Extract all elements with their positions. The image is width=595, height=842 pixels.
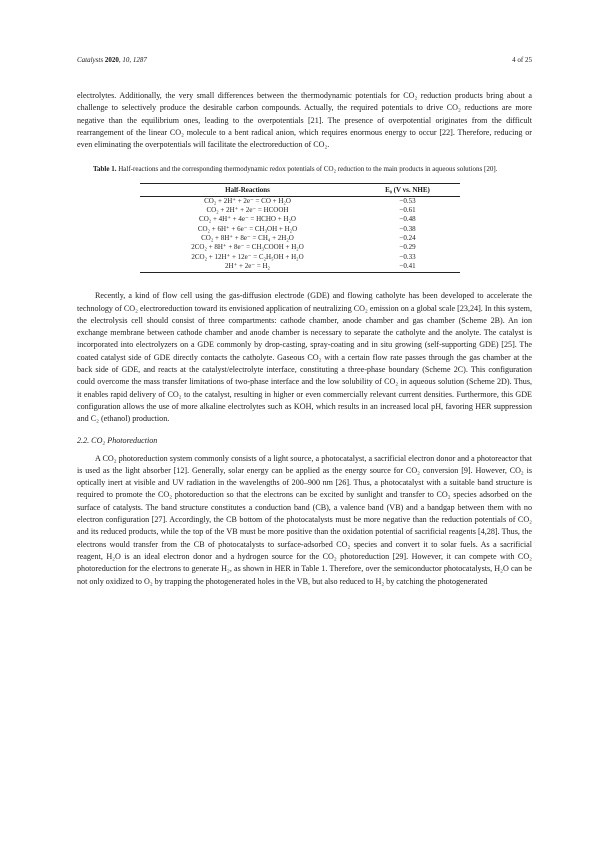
table-header-row xyxy=(140,183,460,196)
potential-cell: −0.29 xyxy=(399,243,416,252)
running-header xyxy=(77,56,532,66)
redox-potentials-table xyxy=(140,183,460,273)
journal-name: Catalysts xyxy=(77,56,104,64)
reaction-cell: 2CO₂ + 12H⁺ + 12e⁻ = C₂H₅OH + H₂O xyxy=(191,252,304,261)
potential-cell: −0.24 xyxy=(399,234,416,243)
reaction-cell: CO₂ + 2H⁺ + 2e⁻ = CO + H₂O xyxy=(204,196,291,205)
table-caption-text: Half-reactions and the corresponding thermodynamic redox potentials of CO₂ reduction to the main products in aqueous solutions [20]. xyxy=(118,165,498,174)
header-half-reactions: Half-Reactions xyxy=(140,183,355,196)
potential-cell: −0.61 xyxy=(399,206,416,215)
reaction-cell: 2H⁺ + 2e⁻ = H₂ xyxy=(140,262,355,273)
potential-cell: −0.33 xyxy=(399,252,416,261)
reaction-cell: 2CO₂ + 8H⁺ + 8e⁻ = CH₃COOH + H₂O xyxy=(191,243,304,252)
potential-cell: −0.48 xyxy=(399,215,416,224)
body-paragraph-1: electrolytes. Additionally, the very small differences between the thermodynamic potentials for CO₂ reduction products bring about a challenge to selectively produce the desirable carbon compounds. Actually, the required potentials to drive CO₂ reductions are more negative than the equilibrium ones, leading to the overpotentials [21]. The presence of overpotential originates from the difficult rearrangement of the linear CO₂ molecule to a bent radical anion, which requires enormous energy to occur [22]. Therefore, reducing or even eliminating the overpotentials will facilitate the electroreduction of CO₂. xyxy=(77,91,532,150)
journal-citation: Catalysts 2020, 10, 1287 xyxy=(77,56,147,64)
article-number: 1287 xyxy=(132,56,147,64)
table-row xyxy=(140,215,460,224)
reaction-cell: CO₂ + 2H⁺ + 2e⁻ = HCOOH xyxy=(206,206,289,215)
potential-cell: −0.41 xyxy=(355,262,460,273)
page xyxy=(77,56,532,588)
table-caption xyxy=(93,164,523,174)
table-row xyxy=(140,225,460,234)
table-caption-label: Table 1. xyxy=(93,165,117,174)
page-number: 4 of 25 xyxy=(512,56,532,64)
table-row xyxy=(140,262,460,273)
reaction-cell: CO₂ + 6H⁺ + 6e⁻ = CH₃OH + H₂O xyxy=(197,224,298,233)
table-row xyxy=(140,234,460,243)
body-paragraph-3: A CO₂ photoreduction system commonly consists of a light source, a photocatalyst, a sacrificial electron donor and a photoreactor that is used as the light absorber [12]. Generally, solar energy can be applied as the energy source for CO₂ conversion [9]. However, CO₂ is optically inert at visible and UV radiation in the wavelengths of 200–900 nm [26]. Thus, a photocatalyst with a suitable band structure is required to promote the CO₂ photoreduction so that the electrons can be excited by sunlight and transfer to CO₂ species adsorbed on the surface of catalysts. The band structure constitutes a conduction band (CB), a valence band (VB) and a bandgap between them with no electron configuration [27]. Accordingly, the CB bottom of the photocatalysts must be more negative than the reduction potentials of CO₂ and its reduced products, while the top of the VB must be more positive than the oxidation potential of sacrificial reagents [4,28]. Thus, the electrons would transfer from the CB of photocatalysts to surface-adsorbed CO₂ species and convert it to solar fuels. As a sacrificial reagent, H₂O is an ideal electron donor and a hydrogen source for the CO₂ photoreduction [29]. However, it can compete with CO₂ photoreduction for the electrons to generate H₂, as shown in HER in Table 1. Therefore, over the semiconductor photocatalysts, H₂O can be not only oxidized to O₂ by trapping the photogenerated holes in the VB, but also reduced to H₂ by catching the photogenerated xyxy=(77,453,532,586)
table-row xyxy=(140,243,460,252)
section-heading: 2.2. CO₂ Photoreduction xyxy=(77,435,158,445)
journal-year: 2020 xyxy=(104,56,119,64)
table-row xyxy=(140,196,460,206)
table-row xyxy=(140,206,460,215)
journal-volume: 10 xyxy=(122,56,130,64)
header-potential: E₀ (V vs. NHE) xyxy=(355,183,460,196)
reaction-cell: CO₂ + 4H⁺ + 4e⁻ = HCHO + H₂O xyxy=(199,215,296,224)
reaction-cell: CO₂ + 8H⁺ + 8e⁻ = CH₄ + 2H₂O xyxy=(201,234,294,243)
body-paragraph-2: Recently, a kind of flow cell using the gas-diffusion electrode (GDE) and flowing catholyte has been developed to accelerate the technology of CO₂ electroreduction toward its envisioned application of neutralizing CO₂ emission on a global scale [23,24]. In this system, the electrolysis cell should consist of three compartments: cathode chamber, anode chamber and gas chamber (Scheme 2B). An ion exchange membrane between cathode chamber and anode chamber is necessary to separate the catholyte and the anolyte. The catalyst is incorporated into electrolyzers on a GDE commonly by drop-casting, spray-coating and in situ growing (self-supporting GDE) [25]. The coated catalyst side of GDE directly contacts the catholyte. Gaseous CO₂ with a certain flow rate passes through the gas chamber at the back side of GDE, and reacts at the catalyst/electrolyte interface, constituting a three-phase boundary (Scheme 2C). This configuration could overcome the mass transfer limitations of two-phase interface and the low solubility of CO₂ in aqueous solution (Scheme 2D). Thus, it enables rapid delivery of CO₂ to the catalyst, resulting in higher or even commercially relevant current densities. Furthermore, this GDE configuration allows the use of more alkaline electrolytes such as KOH, which results in an increased local pH, favoring HER suppression and C₂ (ethanol) production. xyxy=(77,291,532,424)
table-row xyxy=(140,253,460,262)
potential-cell: −0.53 xyxy=(399,196,416,205)
potential-cell: −0.38 xyxy=(399,224,416,233)
